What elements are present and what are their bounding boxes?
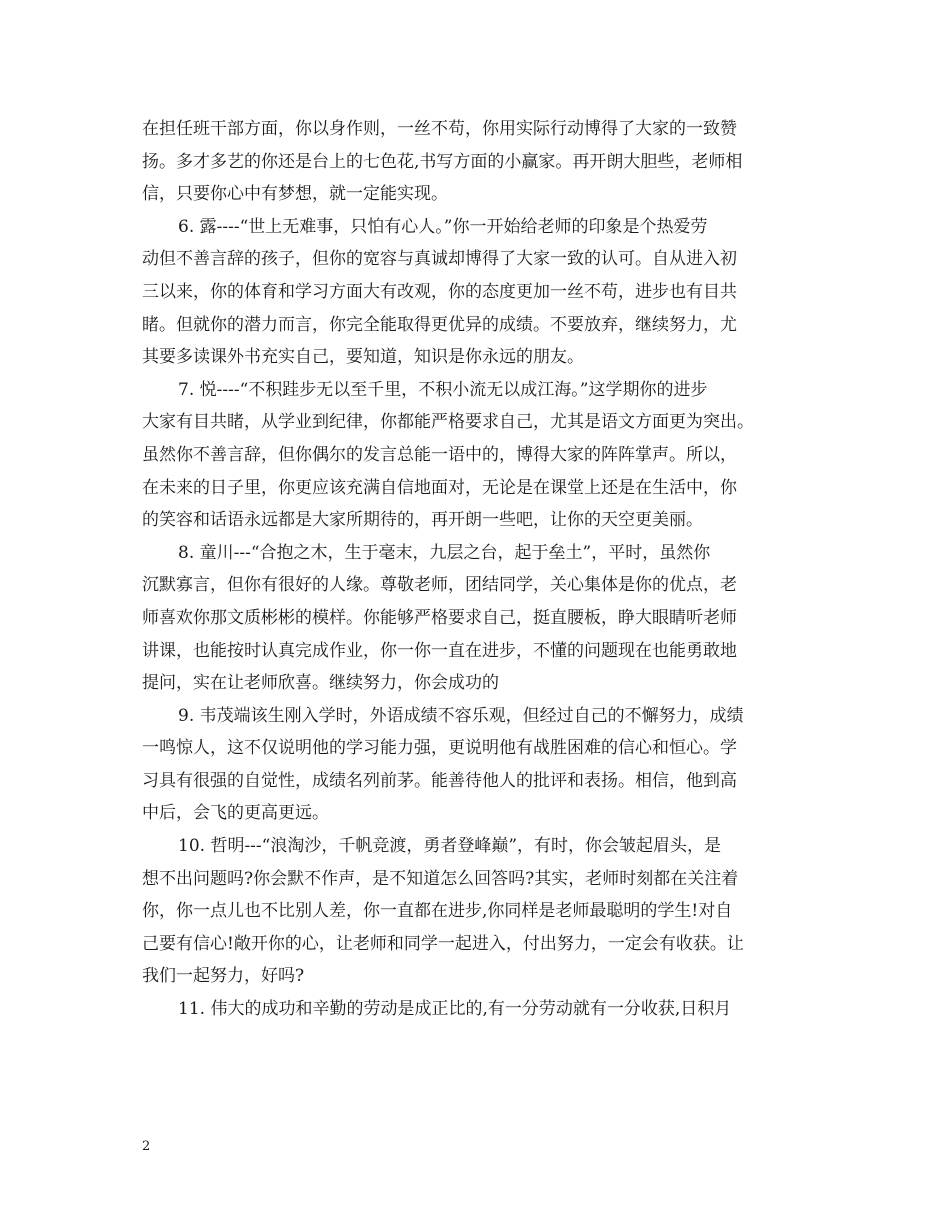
text-line: 虽然你不善言辞，但你偶尔的发言总能一语中的，博得大家的阵阵掌声。所以， [142,444,737,465]
text-line: 信，只要你心中有梦想，就一定能实现。 [142,184,448,205]
text-line: 扬。多才多艺的你还是台上的七色花,书写方面的小赢家。再开朗大胆些，老师相 [142,151,743,172]
text-line: 己要有信心!敞开你的心，让老师和同学一起进入，付出努力，一定会有收获。让 [142,933,744,954]
text-line: 其要多读课外书充实自己，要知道，知识是你永远的朋友。 [142,347,584,368]
text-line: 睹。但就你的潜力而言，你完全能取得更优异的成绩。不要放弃，继续努力，尤 [142,314,737,335]
text-line: 想不出问题吗?你会默不作声，是不知道怎么回答吗?其实，老师时刻都在关注着 [142,868,739,889]
comment-8-first-line: 8. 童川---“合抱之木，生于毫末，九层之台，起于垒土”，平时，虽然你 [178,542,711,563]
comment-6-first-line: 6. 露----“世上无难事，只怕有心人。”你一开始给老师的印象是个热爱劳 [178,216,708,237]
text-line: 你，你一点儿也不比别人差，你一直都在进步,你同样是老师最聪明的学生!对自 [142,901,733,922]
comment-10-first-line: 10. 哲明---“浪淘沙，千帆竞渡，勇者登峰巅”，有时，你会皱起眉头，是 [178,836,722,857]
text-line: 三以来，你的体育和学习方面大有改观，你的态度更加一丝不苟，进步也有目共 [142,281,737,302]
text-line: 的笑容和话语永远都是大家所期待的，再开朗一些吧，让你的天空更美丽。 [142,510,703,531]
text-line: 习具有很强的自觉性，成绩名列前茅。能善待他人的批评和表扬。相信，他到高 [142,770,737,791]
text-line: 讲课，也能按时认真完成作业，你一你一直在进步，不懂的问题现在也能勇敢地 [142,640,737,661]
text-line: 一鸣惊人，这不仅说明他的学习能力强，更说明他有战胜困难的信心和恒心。学 [142,738,737,759]
text-line: 沉默寡言，但你有很好的人缘。尊敬老师，团结同学，关心集体是你的优点，老 [142,575,737,596]
text-line: 师喜欢你那文质彬彬的模样。你能够严格要求自己，挺直腰板，睁大眼睛听老师 [142,607,737,628]
comment-11-first-line: 11. 伟大的成功和辛勤的劳动是成正比的,有一分劳动就有一分收获,日积月 [178,999,732,1020]
text-line: 在未来的日子里，你更应该充满自信地面对，无论是在课堂上还是在生活中，你 [142,477,737,498]
comment-7-first-line: 7. 悦----“不积跬步无以至千里，不积小流无以成江海。”这学期你的进步 [178,379,708,400]
text-line: 在担任班干部方面，你以身作则，一丝不苟，你用实际行动博得了大家的一致赞 [142,119,737,139]
comment-9-first-line: 9. 韦茂端该生刚入学时，外语成绩不容乐观，但经过自己的不懈努力，成绩 [178,705,744,726]
document-body [142,113,822,1026]
text-line: 大家有目共睹，从学业到纪律，你都能严格要求自己，尤其是语文方面更为突出。 [142,412,754,433]
page-number: 2 [142,1139,151,1154]
text-line: 中后，会飞的更高更远。 [142,803,329,824]
text-line: 我们一起努力，好吗? [142,966,305,987]
text-line: 动但不善言辞的孩子，但你的宽容与真诚却博得了大家一致的认可。自从进入初 [142,249,737,270]
text-line: 提问，实在让老师欣喜。继续努力，你会成功的 [142,673,499,694]
